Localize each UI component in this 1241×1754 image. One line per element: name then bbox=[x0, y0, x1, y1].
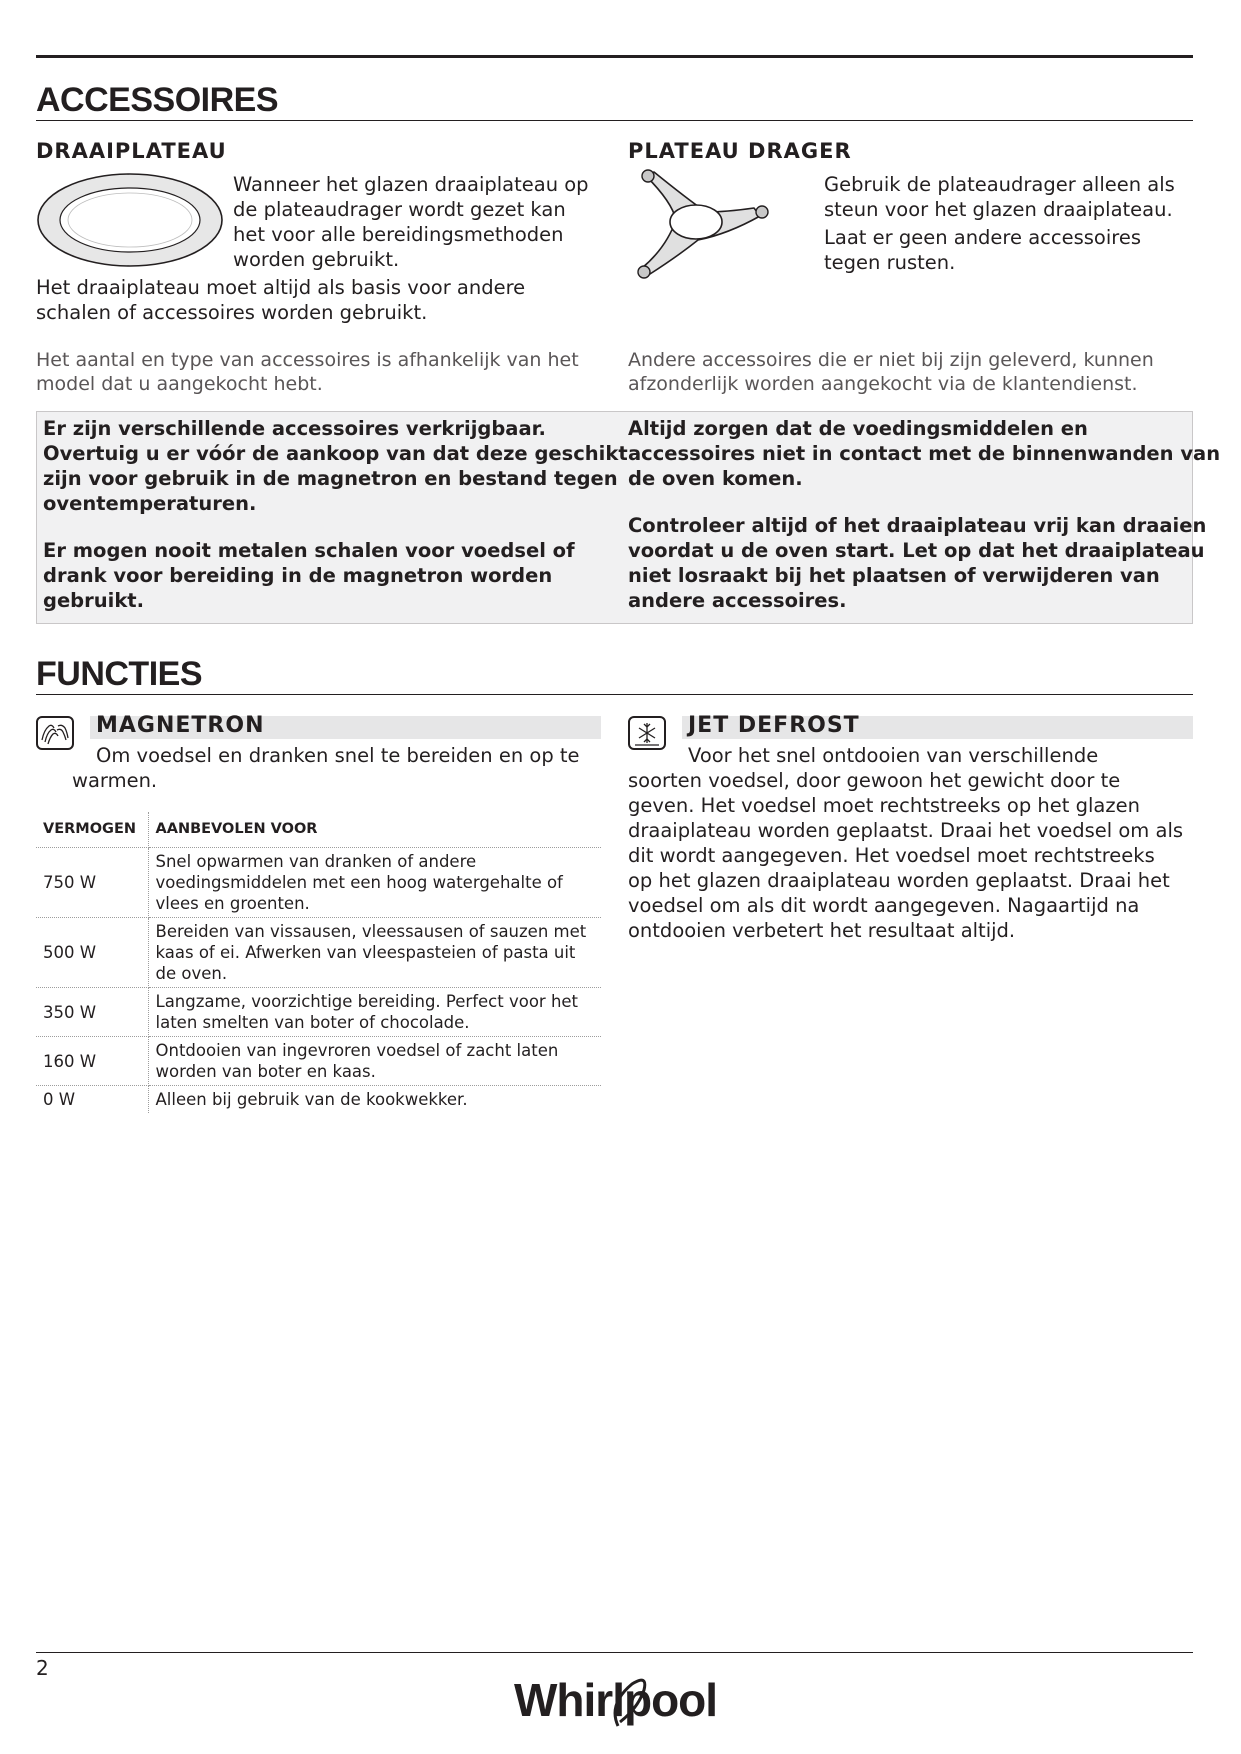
support-text-3: Laat er geen andere accessoires bbox=[824, 226, 1142, 249]
power-cell: 0 W bbox=[36, 1086, 148, 1114]
warning-left-2-line-1: Er mogen nooit metalen schalen voor voedsel of bbox=[43, 539, 575, 562]
use-cell: Ontdooien van ingevroren voedsel of zacht laten worden van boter en kaas. bbox=[148, 1037, 601, 1086]
power-cell: 750 W bbox=[36, 848, 148, 918]
warning-right-2-line-4: andere accessoires. bbox=[628, 589, 847, 612]
microwave-waves-icon bbox=[36, 716, 74, 750]
defrost-desc-7: voedsel om als dit wordt aangegeven. Nagaartijd na bbox=[628, 894, 1140, 917]
section-title-underline-2 bbox=[36, 694, 1193, 695]
defrost-desc-8: ontdooien verbetert het resultaat altijd. bbox=[628, 919, 1016, 942]
note-right-2: afzonderlijk worden aangekocht via de klantendienst. bbox=[628, 373, 1138, 395]
turntable-extra-1: Het draaiplateau moet altijd als basis voor andere bbox=[36, 276, 526, 299]
use-cell: Alleen bij gebruik van de kookwekker. bbox=[155, 1090, 468, 1109]
table-row bbox=[36, 918, 601, 988]
warning-left-1-line-1: Er zijn verschillende accessoires verkrijgbaar. bbox=[43, 417, 546, 440]
warning-right-2-line-2: voordat u de oven start. Let op dat het draaiplateau bbox=[628, 539, 1205, 562]
power-table bbox=[36, 812, 601, 1113]
use-cell: Snel opwarmen van dranken of andere voedingsmiddelen met een hoog watergehalte of vlees en groenten. bbox=[148, 848, 601, 918]
turntable-text-3: het voor alle bereidingsmethoden bbox=[233, 223, 564, 246]
table-row bbox=[36, 1037, 601, 1086]
table-header-row bbox=[36, 812, 601, 848]
table-row bbox=[36, 848, 601, 918]
brand-text: Whirlpool bbox=[514, 1674, 718, 1726]
defrost-heading: JET DEFROST bbox=[688, 713, 860, 738]
use-cell: Bereiden van vissausen, vleessausen of sauzen met kaas of ei. Afwerken van vleespasteien of pasta uit de oven. bbox=[148, 918, 601, 988]
col-header-power: VERMOGEN bbox=[36, 812, 148, 848]
warning-right-2-line-1: Controleer altijd of het draaiplateau vrij kan draaien bbox=[628, 514, 1207, 537]
note-left-1: Het aantal en type van accessoires is afhankelijk van het bbox=[36, 349, 579, 371]
power-cell: 160 W bbox=[36, 1037, 148, 1086]
defrost-desc-2: soorten voedsel, door gewoon het gewicht door te bbox=[628, 769, 1121, 792]
warning-left-2-line-3: gebruikt. bbox=[43, 589, 145, 612]
microwave-desc-1: Om voedsel en dranken snel te bereiden en op te bbox=[96, 744, 580, 767]
support-heading: PLATEAU DRAGER bbox=[628, 139, 852, 163]
page-number: 2 bbox=[36, 1656, 49, 1680]
turntable-text-1: Wanneer het glazen draaiplateau op bbox=[233, 173, 589, 196]
defrost-desc-4: draaiplateau worden geplaatst. Draai het voedsel om als bbox=[628, 819, 1184, 842]
warning-left-2-line-2: drank voor bereiding in de magnetron worden bbox=[43, 564, 553, 587]
section-title-accessories: ACCESSOIRES bbox=[36, 81, 278, 119]
section-title-underline bbox=[36, 120, 1193, 121]
turntable-text-4: worden gebruikt. bbox=[233, 248, 400, 271]
turntable-text-2: de plateaudrager wordt gezet kan bbox=[233, 198, 566, 221]
turntable-extra-2: schalen of accessoires worden gebruikt. bbox=[36, 301, 428, 324]
top-rule bbox=[36, 55, 1193, 58]
support-text-4: tegen rusten. bbox=[824, 251, 956, 274]
footer-rule bbox=[36, 1652, 1193, 1653]
defrost-desc-1: Voor het snel ontdooien van verschillende bbox=[688, 744, 1099, 767]
table-row bbox=[36, 988, 601, 1037]
table-row bbox=[36, 1086, 601, 1114]
note-right-1: Andere accessoires die er niet bij zijn geleverd, kunnen bbox=[628, 349, 1154, 371]
section-title-functions: FUNCTIES bbox=[36, 655, 202, 693]
power-cell: 350 W bbox=[36, 988, 148, 1037]
microwave-heading: MAGNETRON bbox=[96, 713, 265, 738]
support-text-1: Gebruik de plateaudrager alleen als bbox=[824, 173, 1175, 196]
col-header-recommended: AANBEVOLEN VOOR bbox=[148, 812, 601, 848]
snowflake-defrost-icon bbox=[628, 716, 666, 750]
warning-right-1-line-3: de oven komen. bbox=[628, 467, 803, 490]
warning-right-1-line-1: Altijd zorgen dat de voedingsmiddelen en bbox=[628, 417, 1088, 440]
defrost-desc-3: geven. Het voedsel moet rechtstreeks op het glazen bbox=[628, 794, 1140, 817]
warning-left-1-line-4: oventemperaturen. bbox=[43, 492, 257, 515]
warning-right-1-line-2: accessoires niet in contact met de binnenwanden van bbox=[628, 442, 1221, 465]
power-cell: 500 W bbox=[36, 918, 148, 988]
defrost-desc-6: op het glazen draaiplateau worden geplaatst. Draai het bbox=[628, 869, 1170, 892]
turntable-illustration bbox=[36, 170, 226, 270]
microwave-desc-2: warmen. bbox=[72, 769, 158, 792]
warning-left-1-line-3: zijn voor gebruik in de magnetron en bestand tegen bbox=[43, 467, 618, 490]
note-left-2: model dat u aangekocht hebt. bbox=[36, 373, 323, 395]
use-cell: Langzame, voorzichtige bereiding. Perfect voor het laten smelten van boter of chocolade. bbox=[148, 988, 601, 1037]
warning-left-1-line-2: Overtuig u er vóór de aankoop van dat deze geschikt bbox=[43, 442, 628, 465]
support-illustration bbox=[628, 168, 778, 286]
defrost-desc-5: dit wordt aangegeven. Het voedsel moet rechtstreeks bbox=[628, 844, 1155, 867]
warning-right-2-line-3: niet losraakt bij het plaatsen of verwijderen van bbox=[628, 564, 1160, 587]
support-text-2: steun voor het glazen draaiplateau. bbox=[824, 198, 1173, 221]
whirlpool-logo bbox=[512, 1664, 718, 1736]
turntable-heading: DRAAIPLATEAU bbox=[36, 139, 227, 163]
